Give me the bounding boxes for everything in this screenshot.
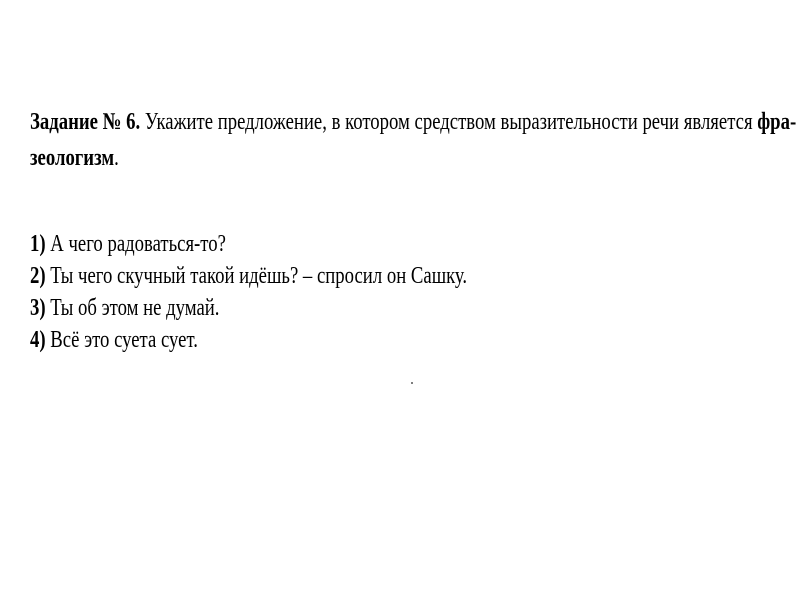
option-number: 4) <box>30 327 46 353</box>
task-line-2 <box>30 140 775 176</box>
answer-option-1 <box>30 228 467 260</box>
option-number: 3) <box>30 295 46 321</box>
task-statement <box>30 104 797 176</box>
answer-options <box>30 228 467 356</box>
stray-dot <box>411 382 413 384</box>
answer-option-4 <box>30 324 467 356</box>
option-number: 1) <box>30 231 46 257</box>
task-term-part2: зеологизм <box>30 145 115 171</box>
task-line-1 <box>30 104 797 140</box>
option-text: Ты чего скучный такой идёшь? – спросил он Сашку. <box>45 263 468 289</box>
task-period: . <box>114 145 119 171</box>
answer-option-2 <box>30 260 467 292</box>
task-text: Укажите предложение, в котором средством выразительности речи является <box>140 109 758 135</box>
task-label: Задание № 6. <box>30 109 141 135</box>
option-text: Всё это суета сует. <box>45 327 198 353</box>
task-term-part1: фра- <box>757 109 797 135</box>
option-text: Ты об этом не думай. <box>45 295 220 321</box>
option-number: 2) <box>30 263 46 289</box>
answer-option-3 <box>30 292 467 324</box>
option-text: А чего радоваться-то? <box>45 231 226 257</box>
